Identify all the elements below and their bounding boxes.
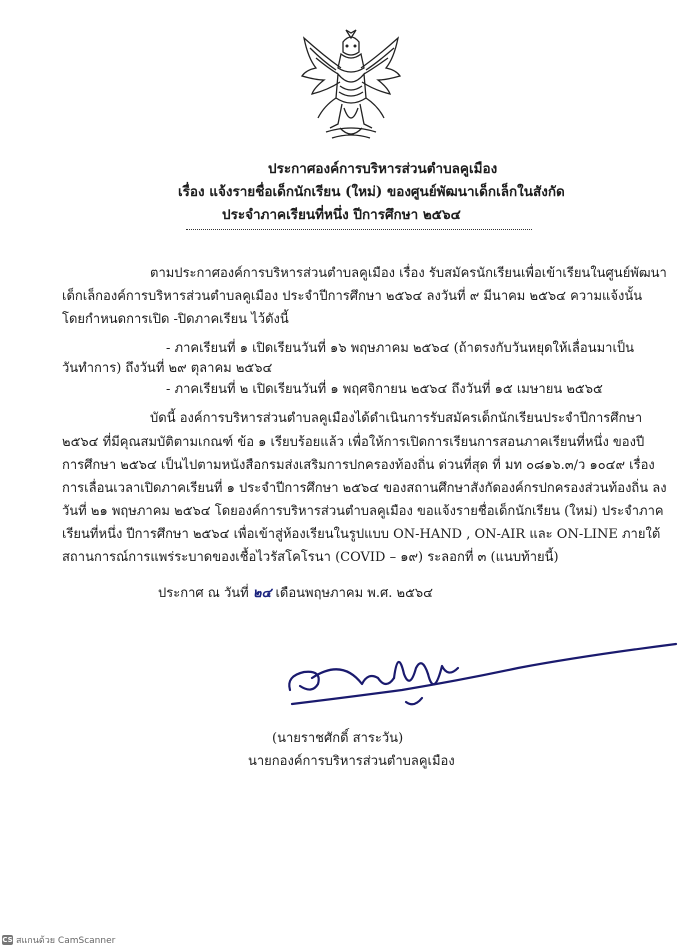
para2-line: ๒๕๖๔ ที่มีคุณสมบัติตามเกณฑ์ ข้อ ๑ เรียบร้อยแล้ว เพื่อให้การเปิดการเรียนการสอนภาคเรียนที่หนึ่ง ของปี (62, 435, 645, 450)
announce-date (158, 585, 433, 603)
header-title: ประกาศองค์การบริหารส่วนตำบลคูเมือง (268, 161, 498, 177)
semester1-continued: วันทำการ) ถึงวันที่ ๒๙ ตุลาคม ๒๕๖๔ (62, 361, 273, 376)
camscanner-label: สแกนด้วย CamScanner (16, 936, 116, 946)
header-semester: ประจำภาคเรียนที่หนึ่ง ปีการศึกษา ๒๕๖๔ (222, 207, 461, 223)
header-subject: เรื่อง แจ้งรายชื่อเด็กนักเรียน (ใหม่) ของศูนย์พัฒนาเด็กเล็กในสังกัด (178, 184, 565, 200)
para2-line: บัดนี้ องค์การบริหารส่วนตำบลคูเมืองได้ดำเนินการรับสมัครเด็กนักเรียนประจำปีการศึกษา (150, 411, 643, 426)
announce-suffix: เดือนพฤษภาคม พ.ศ. ๒๕๖๔ (275, 586, 434, 601)
para1-line: เด็กเล็กองค์การบริหารส่วนตำบลคูเมือง ประจำปีการศึกษา ๒๕๖๔ ลงวันที่ ๙ มีนาคม ๒๕๖๔ ความแจ้งนั้น (62, 289, 643, 304)
para2-line: สถานการณ์การแพร่ระบาดของเชื้อไวรัสโคโรนา (COVID – ๑๙) ระลอกที่ ๓ (แนบท้ายนี้) (62, 550, 559, 565)
signature (282, 628, 682, 723)
header-divider (186, 229, 532, 230)
para2-line: การศึกษา ๒๕๖๔ เป็นไปตามหนังสือกรมส่งเสริมการปกครองท้องถิ่น ด่วนที่สุด ที่ มท ๐๘๑๖.๓/ว ๑๐๔๙ เรื่อง (62, 458, 655, 473)
camscanner-icon: CS (2, 936, 13, 944)
garuda-emblem (296, 28, 406, 148)
semester1-bullet: - ภาคเรียนที่ ๑ เปิดเรียนวันที่ ๑๖ พฤษภาคม ๒๕๖๔ (ถ้าตรงกับวันหยุดให้เลื่อนมาเป็น (166, 341, 635, 356)
para2-line: วันที่ ๒๑ พฤษภาคม ๒๕๖๔ โดยองค์การบริหารส่วนตำบลคูเมือง ขอแจ้งรายชื่อเด็กนักเรียน (ใหม่) ประจำภาค (62, 504, 664, 519)
signer-name: (นายราชศักดิ์ สาระวัน) (272, 731, 404, 746)
signer-position: นายกองค์การบริหารส่วนตำบลคูเมือง (248, 754, 455, 769)
announce-day-handwritten: ๒๔ (252, 586, 272, 601)
para2-line: การเลื่อนเวลาเปิดภาคเรียนที่ ๑ ประจำปีการศึกษา ๒๕๖๔ ของสถานศึกษาสังกัดองค์กรปกครองส่วนท้องถิ่น ลง (62, 481, 667, 496)
para1-line: ตามประกาศองค์การบริหารส่วนตำบลคูเมือง เรื่อง รับสมัครนักเรียนเพื่อเข้าเรียนในศูนย์พัฒนา (150, 266, 667, 281)
announce-prefix: ประกาศ ณ วันที่ (158, 586, 249, 601)
camscanner-watermark (2, 933, 115, 947)
semester2-bullet: - ภาคเรียนที่ ๒ เปิดเรียนวันที่ ๑ พฤศจิกายน ๒๕๖๔ ถึงวันที่ ๑๕ เมษายน ๒๕๖๕ (166, 382, 603, 397)
para1-line: โดยกำหนดการเปิด -ปิดภาคเรียน ไว้ดังนี้ (62, 312, 289, 327)
para2-line: เรียนที่หนึ่ง ปีการศึกษา ๒๕๖๔ เพื่อเข้าสู่ห้องเรียนในรูปแบบ ON-HAND , ON-AIR และ ON-LINE ภายใต้ (62, 527, 661, 542)
